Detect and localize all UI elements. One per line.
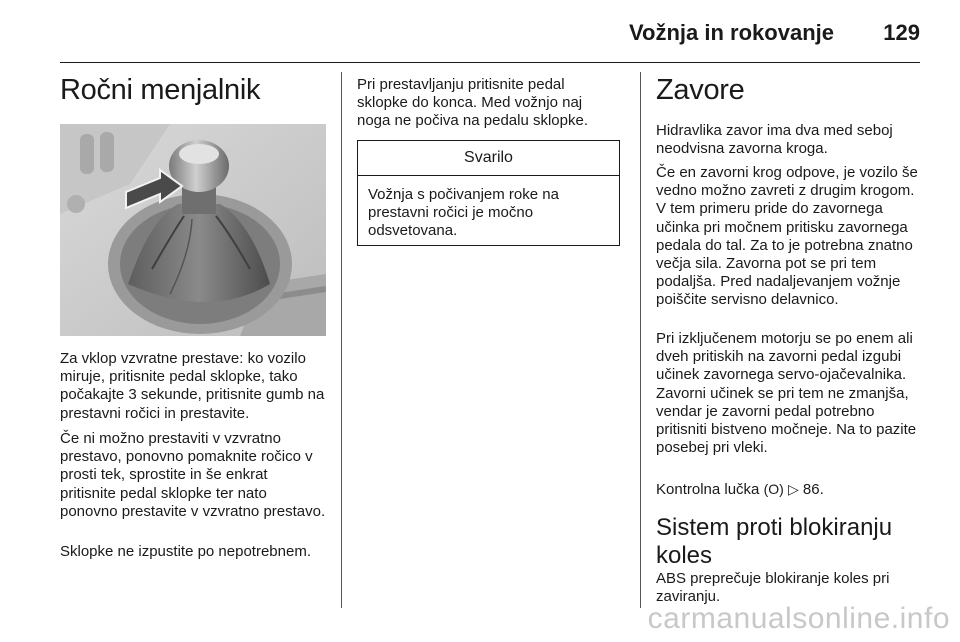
paragraph-clutch-usage: Pri prestavljanju pritisnite pedal sklopke do konca. Med vožnjo naj noga ne počiva na pedalu sklopke. xyxy=(357,76,589,130)
header-title: Vožnja in rokovanje xyxy=(629,20,834,45)
gear-shift-photo xyxy=(60,124,326,336)
section-heading-abs: Sistem proti blokiranju koles xyxy=(656,514,893,569)
section-heading-brakes: Zavore xyxy=(656,74,745,106)
paragraph-reverse-gear: Za vklop vzvratne prestave: ko vozilo miruje, pritisnite pedal sklopke, tako počakajte 3 sekunde, pritisnite gumb na prestavni ročici in prestavite. xyxy=(60,350,325,422)
warning-light-label: Kontrolna lučka xyxy=(656,481,760,498)
warning-text: Vožnja s počivanjem roke na prestavni ročici je močno odsvetovana. xyxy=(368,186,559,240)
page-reference-arrow-icon: ▷ xyxy=(787,481,799,497)
section-heading-manual-transmission: Ročni menjalnik xyxy=(60,74,261,106)
column-divider-right xyxy=(640,72,641,608)
paragraph-warning-light xyxy=(656,480,918,499)
brake-warning-light-icon: (O) xyxy=(763,481,784,497)
paragraph-clutch-advice: Sklopke ne izpustite po nepotrebnem. xyxy=(60,543,311,560)
warning-title: Svarilo xyxy=(358,141,619,176)
warning-box xyxy=(357,140,620,246)
paragraph-abs: ABS preprečuje blokiranje koles pri zaviranju. xyxy=(656,570,890,606)
page-number: 129 xyxy=(883,20,920,45)
column-divider-left xyxy=(341,72,342,608)
watermark: carmanualsonline.info xyxy=(647,602,950,635)
paragraph-engine-off: Pri izključenem motorju se po enem ali dveh pritiskih na zavorni pedal izgubi učinek zavornega servo-ojačevalnika. Zavorni učinek se pri tem ne zmanjša, vendar je zavorni pedal potrebno pritisniti bistveno močneje. Na to pazite posebej pri vleki. xyxy=(656,330,917,457)
paragraph-circuit-failure: Če en zavorni krog odpove, je vozilo še vedno možno zavreti z drugim krogom. V tem primeru pride do zavornega učinka pri močnem pritisku zavornega pedala do tal. Za to je potrebna znatno večja sila. Zavorna pot se pri tem podaljša. Pred nadaljevanjem vožnje poiščite servisno delavnico. xyxy=(656,164,918,309)
page-reference: 86. xyxy=(802,481,824,498)
page-header xyxy=(60,0,920,63)
paragraph-reverse-retry: Če ni možno prestaviti v vzvratno prestavo, ponovno pomaknite ročico v prosti tek, sprostite in še enkrat pritisnite pedal sklopke ter nato ponovno prestavite v vzvratno prestavo. xyxy=(60,430,326,520)
paragraph-brake-circuits: Hidravlika zavor ima dva med seboj neodvisna zavorna kroga. xyxy=(656,122,893,158)
